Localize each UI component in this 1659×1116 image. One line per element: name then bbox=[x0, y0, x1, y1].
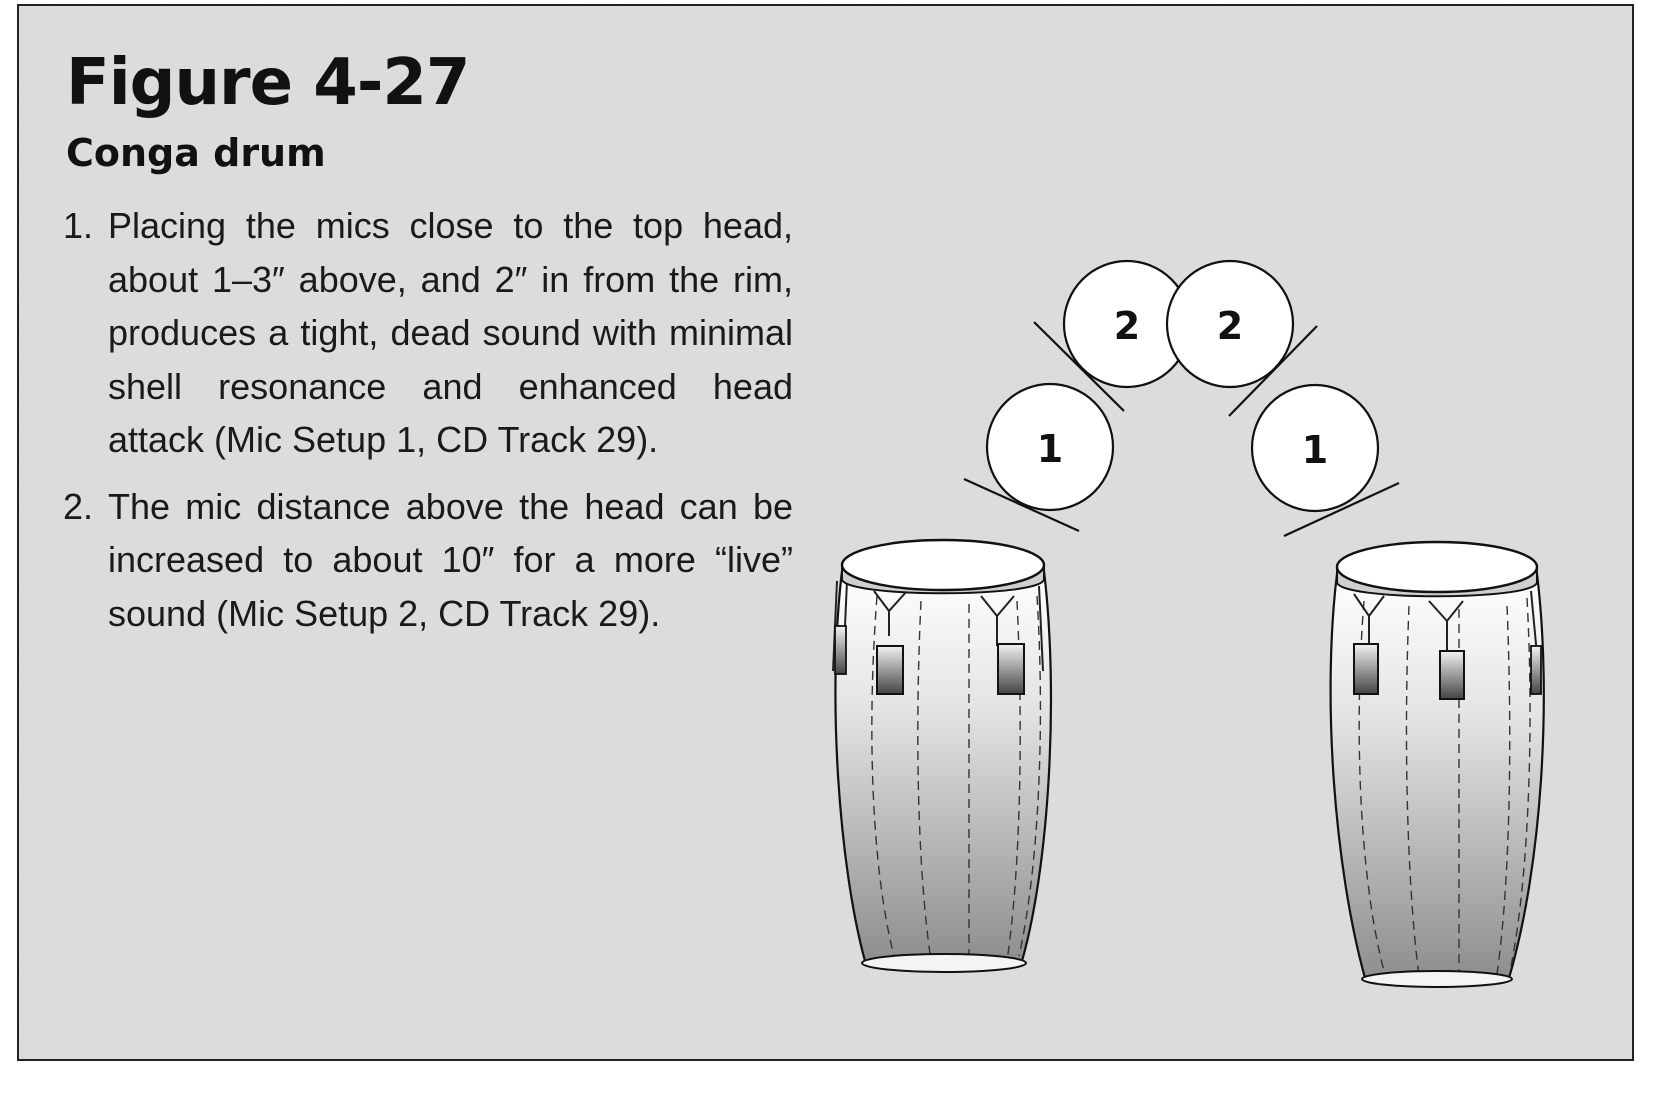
mic-label: 1 bbox=[1301, 428, 1329, 472]
conga-mic-diagram bbox=[19, 6, 1634, 1061]
mic-label: 1 bbox=[1036, 427, 1064, 471]
figure-subtitle: Conga drum bbox=[66, 131, 326, 175]
tuning-lug bbox=[998, 644, 1024, 694]
figure-title: Figure 4-27 bbox=[66, 46, 470, 120]
drum-shell bbox=[1331, 574, 1544, 978]
tuning-lug bbox=[1354, 644, 1378, 694]
drum-head bbox=[842, 540, 1044, 590]
drum-head bbox=[1337, 542, 1537, 592]
drum-shell bbox=[835, 571, 1051, 961]
drum-bottom-rim bbox=[862, 954, 1026, 972]
drum-bottom-rim bbox=[1362, 971, 1512, 987]
mic-label: 2 bbox=[1216, 304, 1244, 348]
figure-panel bbox=[17, 4, 1634, 1061]
note-number: 1. bbox=[63, 205, 94, 246]
note-number: 2. bbox=[63, 485, 94, 527]
tuning-lug bbox=[835, 626, 846, 674]
mic-position-left-close bbox=[987, 384, 1113, 510]
mic-position-right-far bbox=[1167, 261, 1293, 387]
tuning-lug bbox=[877, 646, 903, 694]
conga-drum-left bbox=[833, 540, 1051, 972]
conga-drum-right bbox=[1331, 542, 1544, 987]
mic-label: 2 bbox=[1113, 304, 1141, 348]
note-text: Placing the mics close to the top head, about 1–3″ above, and 2″ in from the rim, produces a tight, dead sound with minimal shell resonance and enhanced head attack (Mic Setup 1, CD Track 29). bbox=[108, 205, 793, 460]
tuning-lug bbox=[1531, 646, 1541, 694]
tuning-lug bbox=[1440, 651, 1464, 699]
note-text: The mic distance above the head can be increased to about 10″ for a more “live” sound (Mic Setup 2, CD Track 29). bbox=[108, 485, 793, 634]
mic-position-right-close bbox=[1252, 385, 1378, 511]
